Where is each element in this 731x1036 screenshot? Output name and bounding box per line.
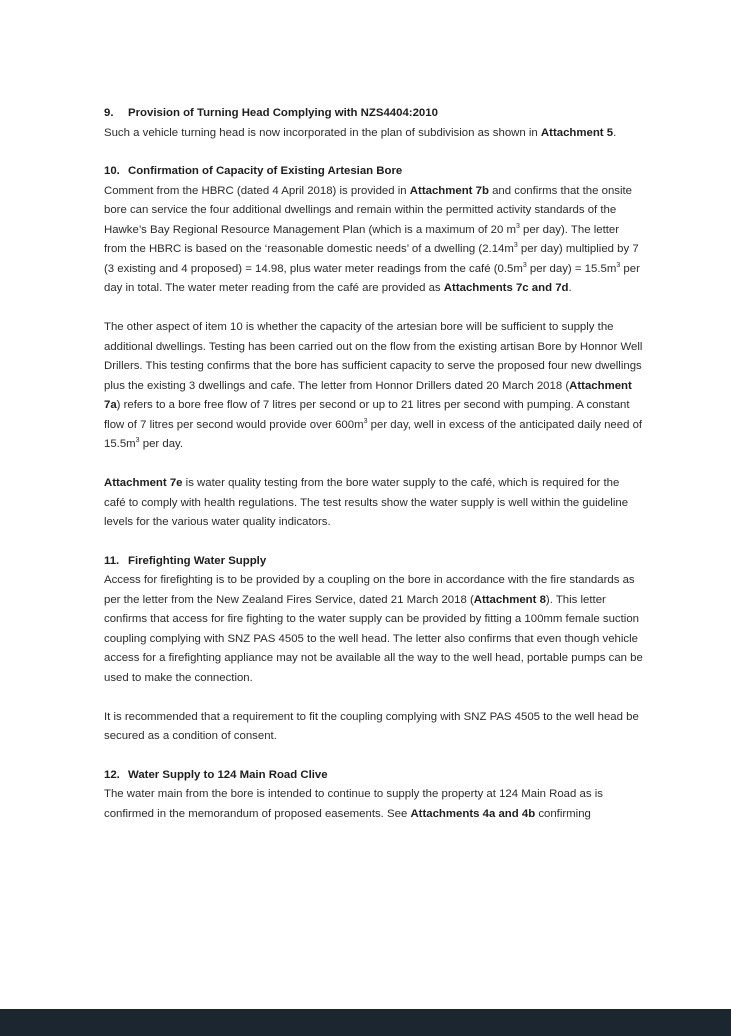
section-number: 11. — [104, 554, 120, 567]
attachment-ref: Attachment 7e — [104, 477, 183, 489]
section-number: 9. — [104, 107, 114, 119]
section-title: Provision of Turning Head Complying with NZS4404:2010 — [128, 107, 438, 119]
section-10-paragraph-3: Attachment 7e is water quality testing from the bore water supply to the café, which is required for the café to comply with health regulations. The test results show the water supply is well within the guideline levels for the various water quality indicators. — [104, 477, 629, 528]
attachment-ref: Attachment 7a — [104, 379, 632, 411]
section-9-heading — [104, 104, 644, 124]
section-10-paragraph-2: The other aspect of item 10 is whether the capacity of the artesian bore will be sufficient to supply the additional dwellings. Testing has been carried out on the flow from the existing artisan Bore by Honnor Well Drillers. This testing confirms that the bore has sufficient capacity to serve the proposed four new dwellings plus the existing 3 dwellings and cafe. The letter from Honnor Drillers dated 20 March 2018 (Attachment 7a) refers to a bore free flow of 7 litres per second or up to 21 litres per second with pumping. A constant flow of 7 litres per second would provide over $600m^3$ per day, well in excess of the anticipated daily need of $15.5m^3$ per day. — [104, 321, 643, 450]
document-body — [104, 104, 644, 843]
section-title: Water Supply to 124 Main Road Clive — [128, 768, 328, 781]
attachment-ref: Attachments 4a and 4b — [410, 807, 536, 820]
attachment-ref: Attachment 5 — [540, 126, 614, 139]
section-12-paragraph: The water main from the bore is intended to continue to supply the property at 124 Main Road as is confirmed in the memorandum of proposed easements. See Attachments 4a and 4b confirming — [104, 788, 603, 820]
section-11-paragraph-2: It is recommended that a requirement to fit the coupling complying with SNZ PAS 4505 to the well head be secured as a condition of consent. — [104, 710, 639, 742]
attachment-ref: Attachment 8 — [473, 593, 546, 606]
section-title: Confirmation of Capacity of Existing Artesian Bore — [128, 165, 403, 177]
section-11-paragraph-1: Access for firefighting is to be provided by a coupling on the bore in accordance with the fire standards as per the letter from the New Zealand Fires Service, dated 21 March 2018 (Attachment 8). This letter confirms that access for fire fighting to the water supply can be provided by fitting a 100mm female suction coupling complying with SNZ PAS 4505 to the well head. The letter also confirms that even though vehicle access for a firefighting appliance may not be available all the way to the well head, portable pumps can be used to make the connection. — [104, 574, 643, 684]
section-number: 10. — [104, 165, 120, 177]
section-title: Firefighting Water Supply — [128, 554, 267, 567]
section-11-heading — [104, 552, 644, 572]
section-11 — [104, 552, 644, 747]
section-number: 12. — [104, 768, 120, 781]
section-10 — [104, 162, 644, 533]
section-9 — [104, 104, 644, 143]
section-9-paragraph: Such a vehicle turning head is now incorporated in the plan of subdivision as shown in Attachment 5. — [104, 126, 617, 139]
section-12 — [104, 766, 644, 825]
attachment-ref: Attachments 7c and 7d — [443, 282, 569, 294]
page-footer-bar — [0, 1009, 731, 1036]
attachment-ref: Attachment 7b — [409, 184, 489, 197]
section-12-heading — [104, 766, 644, 786]
section-10-paragraph-1: Comment from the HBRC (dated 4 April 2018) is provided in Attachment 7b and confirms that the onsite bore can service the four additional dwellings and remain within the permitted activity standards of the Hawke’s Bay Regional Resource Management Plan (which is a maximum of 20 $m^3$ per day). The letter from the HBRC is based on the ‘reasonable domestic needs’ of a dwelling ($2.14m^3$ per day) multiplied by 7 (3 existing and 4 proposed) = 14.98, plus water meter readings from the café ($0.5m^3$ per $day) = 15.5m^3$ per day in total. The water meter reading from the café are provided as Attachments 7c and 7d. — [104, 184, 640, 294]
section-10-heading — [104, 162, 644, 182]
